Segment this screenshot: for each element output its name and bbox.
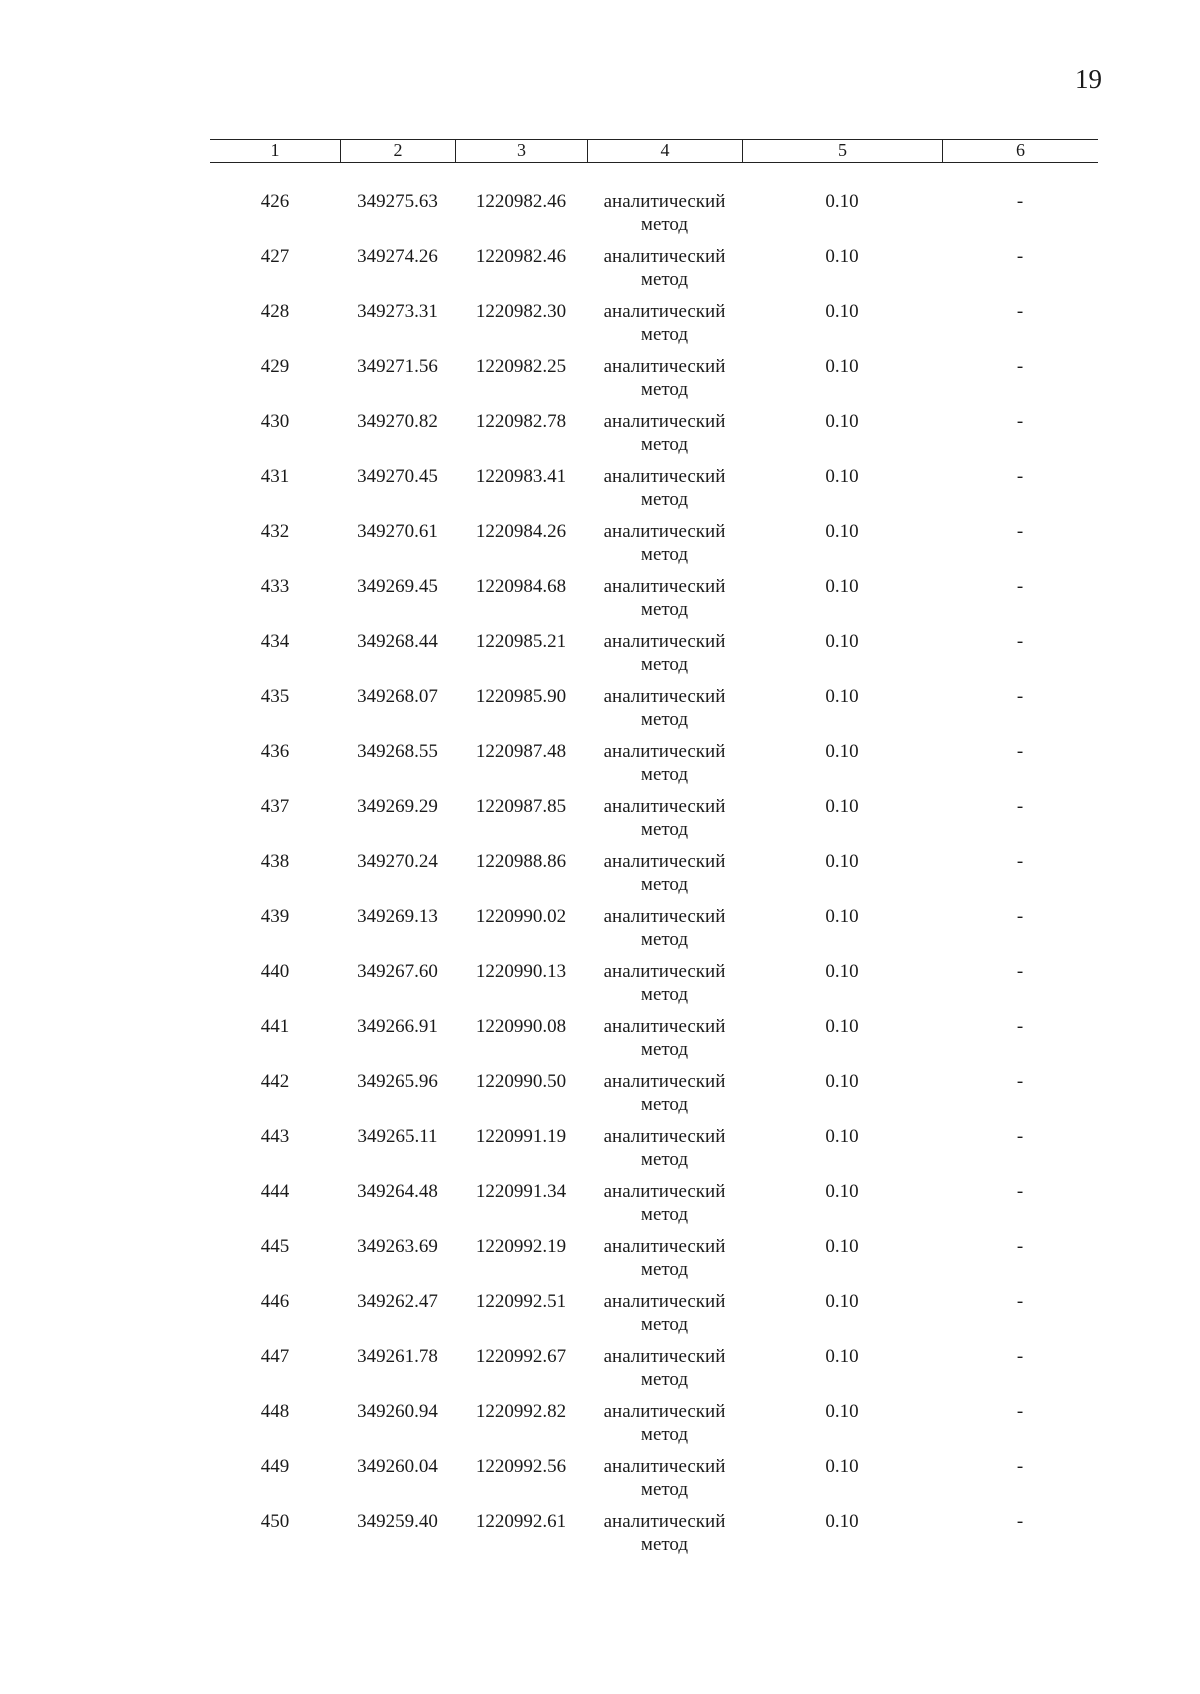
method-cell: [587, 190, 742, 236]
note-cell: -: [1016, 301, 1024, 322]
method-line-2: метод: [640, 1424, 689, 1445]
coordinate-x-cell: 349262.47: [357, 1291, 438, 1312]
point-number-cell: 434: [260, 631, 290, 652]
method-line-2: метод: [640, 709, 689, 730]
coordinate-x-cell: 349269.29: [357, 796, 438, 817]
coordinate-y-cell: 1220984.26: [475, 521, 567, 542]
method-cell: [587, 1400, 742, 1446]
method-line-2: метод: [640, 654, 689, 675]
method-line-2: метод: [640, 819, 689, 840]
method-line-2: метод: [640, 929, 689, 950]
method-cell: [587, 300, 742, 346]
method-line-2: метод: [640, 984, 689, 1005]
accuracy-cell: 0.10: [825, 686, 859, 707]
method-line-2: метод: [640, 379, 689, 400]
table-row: [210, 1235, 1098, 1290]
note-cell: -: [1016, 1016, 1024, 1037]
method-line-1: аналитический: [603, 1511, 726, 1532]
note-cell: -: [1016, 466, 1024, 487]
point-number-cell: 428: [260, 301, 290, 322]
note-cell: -: [1016, 1401, 1024, 1422]
coordinate-y-cell: 1220982.25: [475, 356, 567, 377]
point-number-cell: 426: [260, 191, 290, 212]
point-number-cell: 431: [260, 466, 290, 487]
accuracy-cell: 0.10: [825, 411, 859, 432]
coordinate-x-cell: 349274.26: [357, 246, 438, 267]
accuracy-cell: 0.10: [825, 796, 859, 817]
column-header: 2: [340, 140, 455, 162]
point-number-cell: 433: [260, 576, 290, 597]
accuracy-cell: 0.10: [825, 1291, 859, 1312]
method-line-2: метод: [640, 1259, 689, 1280]
coordinate-y-cell: 1220982.78: [475, 411, 567, 432]
table-row: [210, 960, 1098, 1015]
column-header: 6: [942, 140, 1098, 162]
coordinate-y-cell: 1220982.46: [475, 191, 567, 212]
accuracy-cell: 0.10: [825, 246, 859, 267]
column-header: 1: [270, 140, 280, 160]
note-cell: -: [1016, 686, 1024, 707]
table-row: [210, 1015, 1098, 1070]
method-line-2: метод: [640, 489, 689, 510]
accuracy-cell: 0.10: [825, 521, 859, 542]
method-cell: [587, 1235, 742, 1281]
coordinate-y-cell: 1220984.68: [475, 576, 567, 597]
method-line-1: аналитический: [603, 1401, 726, 1422]
accuracy-cell: 0.10: [825, 1401, 859, 1422]
table-row: [210, 740, 1098, 795]
method-cell: [587, 1455, 742, 1501]
coordinate-x-cell: 349261.78: [357, 1346, 438, 1367]
method-line-2: метод: [640, 1204, 689, 1225]
point-number-cell: 447: [260, 1346, 290, 1367]
coordinate-x-cell: 349267.60: [357, 961, 438, 982]
coordinate-x-cell: 349265.11: [357, 1126, 438, 1147]
table-row: [210, 520, 1098, 575]
note-cell: -: [1016, 576, 1024, 597]
coordinate-y-cell: 1220992.82: [475, 1401, 567, 1422]
table-row: [210, 300, 1098, 355]
coordinate-x-cell: 349265.96: [357, 1071, 438, 1092]
table-row: [210, 410, 1098, 465]
point-number-cell: 446: [260, 1291, 290, 1312]
coordinate-x-cell: 349260.04: [357, 1456, 438, 1477]
method-cell: [587, 1125, 742, 1171]
coordinate-x-cell: 349270.82: [357, 411, 438, 432]
column-header: 3: [455, 140, 587, 162]
table-row: [210, 1125, 1098, 1180]
table-row: [210, 190, 1098, 245]
note-cell: -: [1016, 356, 1024, 377]
method-line-2: метод: [640, 1369, 689, 1390]
point-number-cell: 437: [260, 796, 290, 817]
note-cell: -: [1016, 741, 1024, 762]
point-number-cell: 435: [260, 686, 290, 707]
table-row: [210, 355, 1098, 410]
note-cell: -: [1016, 631, 1024, 652]
method-line-2: метод: [640, 269, 689, 290]
note-cell: -: [1016, 961, 1024, 982]
method-line-2: метод: [640, 1479, 689, 1500]
method-line-1: аналитический: [603, 906, 726, 927]
table-row: [210, 465, 1098, 520]
method-cell: [587, 520, 742, 566]
method-line-1: аналитический: [603, 1236, 726, 1257]
coordinate-x-cell: 349266.91: [357, 1016, 438, 1037]
coordinate-x-cell: 349259.40: [357, 1511, 438, 1532]
accuracy-cell: 0.10: [825, 1126, 859, 1147]
method-line-1: аналитический: [603, 411, 726, 432]
table-row: [210, 1400, 1098, 1455]
method-line-2: метод: [640, 1039, 689, 1060]
table-row: [210, 630, 1098, 685]
point-number-cell: 442: [260, 1071, 290, 1092]
coordinate-x-cell: 349270.61: [357, 521, 438, 542]
method-line-1: аналитический: [603, 466, 726, 487]
method-line-1: аналитический: [603, 1016, 726, 1037]
coordinate-y-cell: 1220990.02: [475, 906, 567, 927]
method-line-1: аналитический: [603, 851, 726, 872]
accuracy-cell: 0.10: [825, 466, 859, 487]
table-row: [210, 1180, 1098, 1235]
method-line-1: аналитический: [603, 246, 726, 267]
note-cell: -: [1016, 1181, 1024, 1202]
method-line-2: метод: [640, 599, 689, 620]
accuracy-cell: 0.10: [825, 631, 859, 652]
method-line-1: аналитический: [603, 356, 726, 377]
accuracy-cell: 0.10: [825, 906, 859, 927]
method-cell: [587, 1070, 742, 1116]
coordinate-y-cell: 1220991.34: [475, 1181, 567, 1202]
point-number-cell: 449: [260, 1456, 290, 1477]
coordinate-x-cell: 349275.63: [357, 191, 438, 212]
note-cell: -: [1016, 1456, 1024, 1477]
coordinate-y-cell: 1220992.61: [475, 1511, 567, 1532]
point-number-cell: 436: [260, 741, 290, 762]
coordinate-y-cell: 1220982.30: [475, 301, 567, 322]
coordinate-x-cell: 349268.44: [357, 631, 438, 652]
method-line-2: метод: [640, 1534, 689, 1555]
table-header: [210, 139, 1098, 163]
coordinate-y-cell: 1220992.67: [475, 1346, 567, 1367]
coordinate-y-cell: 1220990.13: [475, 961, 567, 982]
method-line-1: аналитический: [603, 521, 726, 542]
method-line-1: аналитический: [603, 576, 726, 597]
method-line-2: метод: [640, 214, 689, 235]
note-cell: -: [1016, 1126, 1024, 1147]
method-line-1: аналитический: [603, 631, 726, 652]
method-line-2: метод: [640, 324, 689, 345]
coordinate-y-cell: 1220983.41: [475, 466, 567, 487]
table-row: [210, 685, 1098, 740]
note-cell: -: [1016, 796, 1024, 817]
coordinate-x-cell: 349271.56: [357, 356, 438, 377]
column-header: 5: [742, 140, 942, 162]
point-number-cell: 443: [260, 1126, 290, 1147]
accuracy-cell: 0.10: [825, 1511, 859, 1532]
point-number-cell: 440: [260, 961, 290, 982]
point-number-cell: 441: [260, 1016, 290, 1037]
method-line-2: метод: [640, 1094, 689, 1115]
coordinate-y-cell: 1220987.48: [475, 741, 567, 762]
note-cell: -: [1016, 521, 1024, 542]
method-line-2: метод: [640, 874, 689, 895]
method-line-2: метод: [640, 434, 689, 455]
method-line-2: метод: [640, 764, 689, 785]
coordinate-x-cell: 349270.24: [357, 851, 438, 872]
method-cell: [587, 740, 742, 786]
method-line-1: аналитический: [603, 301, 726, 322]
note-cell: -: [1016, 1071, 1024, 1092]
note-cell: -: [1016, 1511, 1024, 1532]
point-number-cell: 450: [260, 1511, 290, 1532]
accuracy-cell: 0.10: [825, 961, 859, 982]
coordinate-y-cell: 1220992.51: [475, 1291, 567, 1312]
method-cell: [587, 355, 742, 401]
method-cell: [587, 465, 742, 511]
method-cell: [587, 630, 742, 676]
accuracy-cell: 0.10: [825, 1346, 859, 1367]
coordinate-x-cell: 349269.45: [357, 576, 438, 597]
accuracy-cell: 0.10: [825, 1236, 859, 1257]
page-number: 19: [1075, 64, 1102, 94]
method-cell: [587, 960, 742, 1006]
table-row: [210, 1345, 1098, 1400]
method-cell: [587, 850, 742, 896]
note-cell: -: [1016, 1236, 1024, 1257]
point-number-cell: 439: [260, 906, 290, 927]
coordinate-y-cell: 1220982.46: [475, 246, 567, 267]
note-cell: -: [1016, 1291, 1024, 1312]
coordinate-y-cell: 1220991.19: [475, 1126, 567, 1147]
method-cell: [587, 410, 742, 456]
table-row: [210, 850, 1098, 905]
method-cell: [587, 905, 742, 951]
method-line-1: аналитический: [603, 796, 726, 817]
coordinate-y-cell: 1220988.86: [475, 851, 567, 872]
method-line-1: аналитический: [603, 1346, 726, 1367]
point-number-cell: 445: [260, 1236, 290, 1257]
method-line-2: метод: [640, 1149, 689, 1170]
method-line-2: метод: [640, 544, 689, 565]
note-cell: -: [1016, 411, 1024, 432]
method-cell: [587, 795, 742, 841]
coordinate-y-cell: 1220990.50: [475, 1071, 567, 1092]
coordinate-y-cell: 1220990.08: [475, 1016, 567, 1037]
table-row: [210, 245, 1098, 300]
coordinate-x-cell: 349268.55: [357, 741, 438, 762]
accuracy-cell: 0.10: [825, 741, 859, 762]
table-row: [210, 1510, 1098, 1565]
coordinate-x-cell: 349260.94: [357, 1401, 438, 1422]
accuracy-cell: 0.10: [825, 1456, 859, 1477]
point-number-cell: 444: [260, 1181, 290, 1202]
accuracy-cell: 0.10: [825, 356, 859, 377]
coordinates-table: [210, 190, 1098, 1565]
note-cell: -: [1016, 191, 1024, 212]
coordinate-y-cell: 1220992.19: [475, 1236, 567, 1257]
accuracy-cell: 0.10: [825, 1181, 859, 1202]
method-cell: [587, 245, 742, 291]
coordinate-x-cell: 349270.45: [357, 466, 438, 487]
note-cell: -: [1016, 246, 1024, 267]
method-cell: [587, 1015, 742, 1061]
accuracy-cell: 0.10: [825, 301, 859, 322]
point-number-cell: 448: [260, 1401, 290, 1422]
coordinate-x-cell: 349264.48: [357, 1181, 438, 1202]
table-row: [210, 905, 1098, 960]
accuracy-cell: 0.10: [825, 1016, 859, 1037]
method-line-1: аналитический: [603, 1456, 726, 1477]
method-line-1: аналитический: [603, 1291, 726, 1312]
coordinate-y-cell: 1220987.85: [475, 796, 567, 817]
method-cell: [587, 1510, 742, 1556]
method-cell: [587, 575, 742, 621]
method-line-1: аналитический: [603, 686, 726, 707]
method-cell: [587, 1180, 742, 1226]
method-line-1: аналитический: [603, 741, 726, 762]
method-line-1: аналитический: [603, 1181, 726, 1202]
method-line-2: метод: [640, 1314, 689, 1335]
table-row: [210, 1455, 1098, 1510]
column-header: 4: [587, 140, 742, 162]
coordinate-y-cell: 1220992.56: [475, 1456, 567, 1477]
point-number-cell: 432: [260, 521, 290, 542]
point-number-cell: 427: [260, 246, 290, 267]
accuracy-cell: 0.10: [825, 1071, 859, 1092]
coordinate-x-cell: 349263.69: [357, 1236, 438, 1257]
coordinate-x-cell: 349269.13: [357, 906, 438, 927]
note-cell: -: [1016, 1346, 1024, 1367]
method-line-1: аналитический: [603, 1071, 726, 1092]
accuracy-cell: 0.10: [825, 576, 859, 597]
point-number-cell: 430: [260, 411, 290, 432]
coordinate-y-cell: 1220985.21: [475, 631, 567, 652]
method-cell: [587, 685, 742, 731]
method-cell: [587, 1345, 742, 1391]
point-number-cell: 438: [260, 851, 290, 872]
table-row: [210, 1070, 1098, 1125]
method-line-1: аналитический: [603, 1126, 726, 1147]
coordinate-x-cell: 349268.07: [357, 686, 438, 707]
method-cell: [587, 1290, 742, 1336]
method-line-1: аналитический: [603, 191, 726, 212]
coordinate-x-cell: 349273.31: [357, 301, 438, 322]
coordinate-y-cell: 1220985.90: [475, 686, 567, 707]
point-number-cell: 429: [260, 356, 290, 377]
table-row: [210, 795, 1098, 850]
table-row: [210, 1290, 1098, 1345]
accuracy-cell: 0.10: [825, 191, 859, 212]
method-line-1: аналитический: [603, 961, 726, 982]
accuracy-cell: 0.10: [825, 851, 859, 872]
note-cell: -: [1016, 906, 1024, 927]
note-cell: -: [1016, 851, 1024, 872]
table-row: [210, 575, 1098, 630]
